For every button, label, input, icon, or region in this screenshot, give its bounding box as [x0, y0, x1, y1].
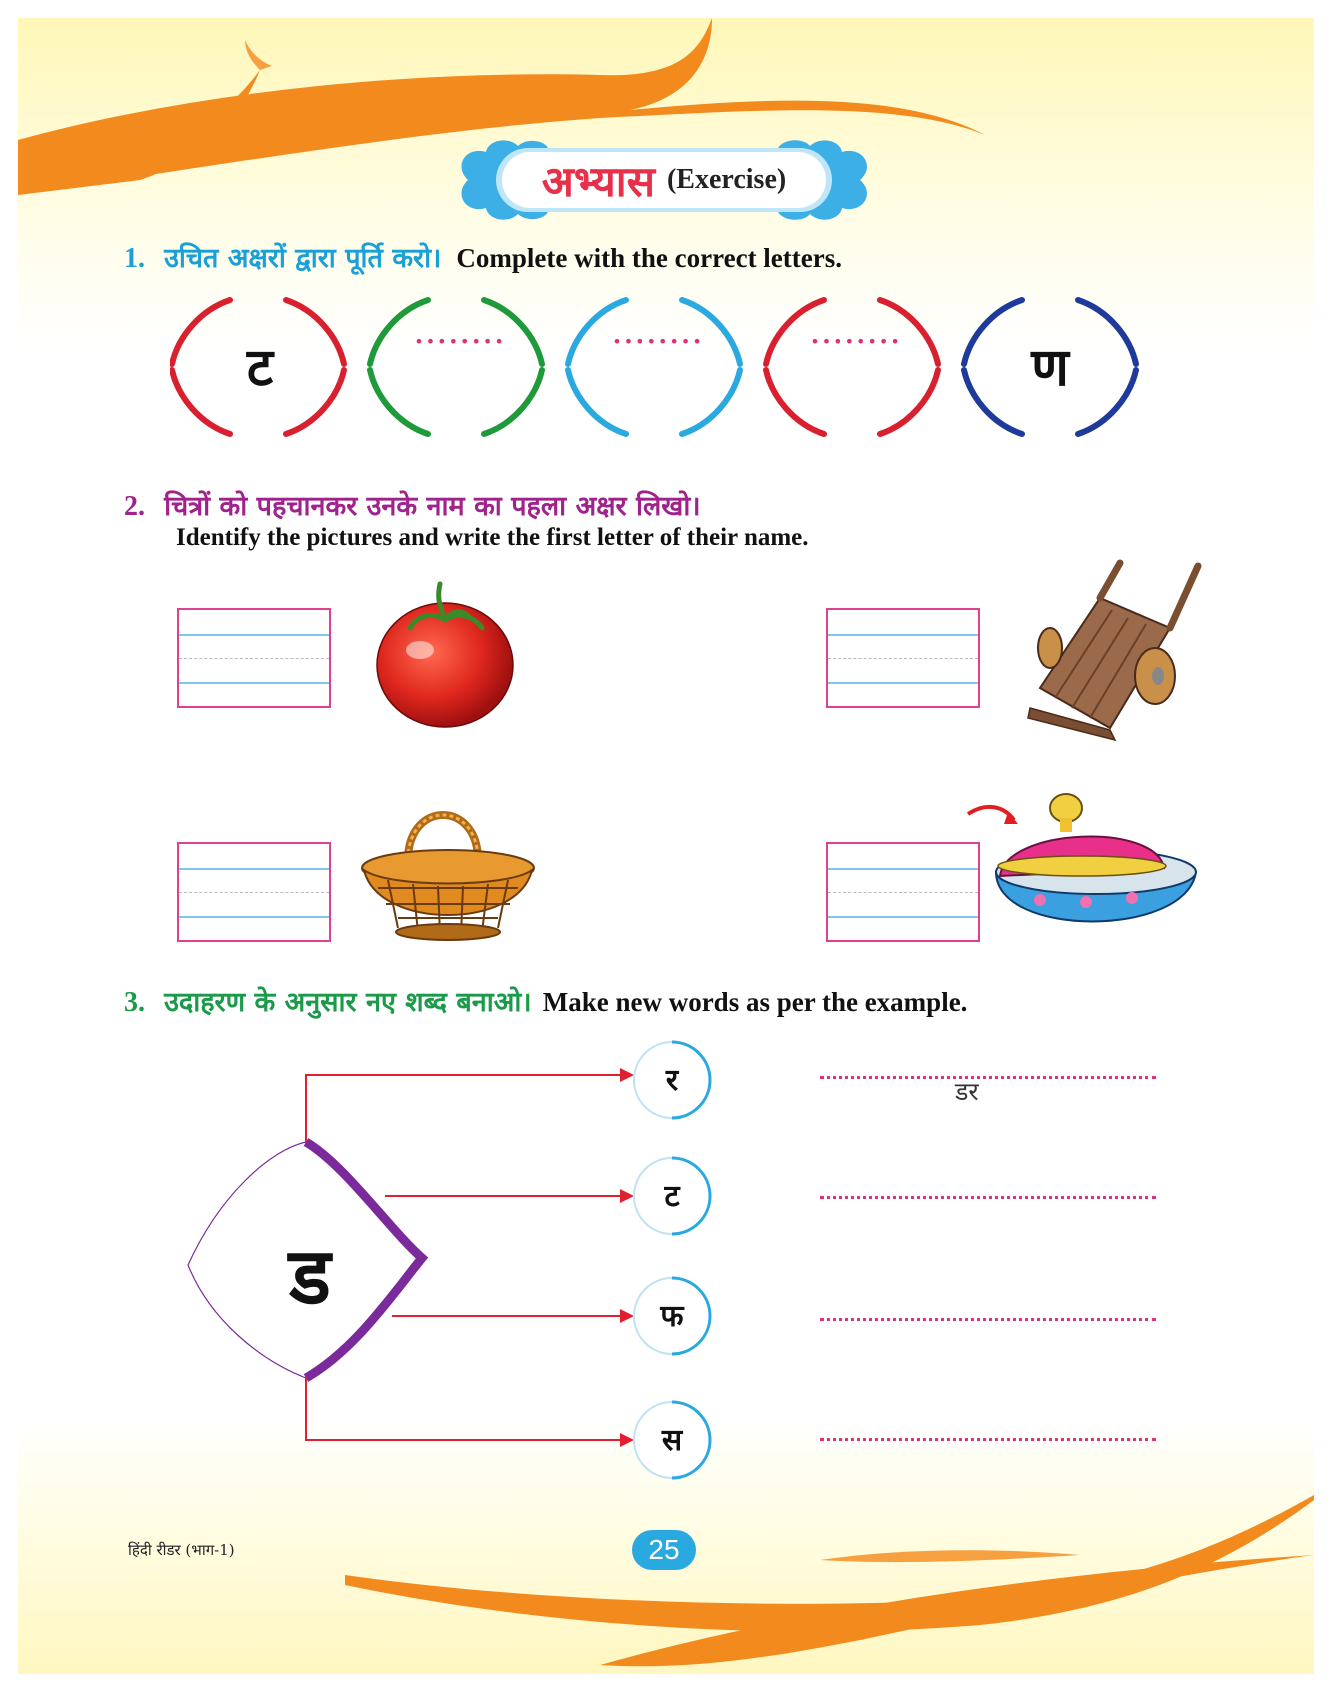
letter-circle: [632, 1156, 712, 1236]
letter-frame: [370, 300, 542, 434]
tomato-image: [370, 580, 520, 730]
circle-letter: फ: [660, 1299, 684, 1334]
question-2-heading: [124, 486, 701, 523]
basket-image: [358, 800, 538, 948]
sequence-letter-first: ट: [246, 338, 274, 398]
letter-circle: [632, 1400, 712, 1480]
question-number: 3.: [124, 987, 145, 1018]
answer-box-pot[interactable]: [826, 842, 980, 942]
title-hindi: अभ्यास: [541, 156, 655, 206]
answer-box-tomato[interactable]: [177, 608, 331, 708]
blank-dots[interactable]: ••••••••: [810, 332, 902, 351]
question-english: Complete with the correct letters.: [456, 243, 843, 273]
root-letter: ड: [289, 1232, 331, 1322]
answer-line[interactable]: [820, 1318, 1156, 1321]
blank-dots[interactable]: ••••••••: [612, 332, 704, 351]
answer-box-basket[interactable]: [177, 842, 331, 942]
letter-frame: [766, 300, 938, 434]
question-3-heading: [124, 982, 967, 1019]
answer-line[interactable]: [820, 1196, 1156, 1199]
title-text: [448, 138, 880, 222]
book-name: हिंदी रीडर (भाग-1): [128, 1541, 235, 1559]
answer-line[interactable]: [820, 1076, 1156, 1079]
page-number-badge: [632, 1530, 696, 1570]
page-number: 25: [648, 1534, 680, 1565]
answer-box-cart[interactable]: [826, 608, 980, 708]
answer-line[interactable]: [820, 1438, 1156, 1441]
question-english: Make new words as per the example.: [542, 987, 968, 1017]
letter-sequence: [170, 292, 1150, 442]
letter-circle: [632, 1040, 712, 1120]
question-english: Identify the pictures and write the first letter of their name.: [176, 524, 809, 551]
title-banner: [448, 138, 880, 222]
question-hindi: उदाहरण के अनुसार नए शब्द बनाओ।: [164, 987, 532, 1018]
question-hindi: चित्रों को पहचानकर उनके नाम का पहला अक्षर लिखो।: [164, 491, 701, 522]
question-number: 1.: [124, 243, 145, 274]
title-english: (Exercise): [666, 164, 787, 195]
blank-dots[interactable]: ••••••••: [414, 332, 506, 351]
cart-image: [1000, 558, 1210, 748]
question-number: 2.: [124, 491, 145, 522]
circle-letter: ट: [664, 1179, 680, 1214]
question-hindi: उचित अक्षरों द्वारा पूर्ति करो।: [164, 243, 442, 274]
sequence-letter-last: ण: [1031, 338, 1069, 398]
example-answer: डर: [955, 1077, 979, 1106]
letter-circle: [632, 1276, 712, 1356]
pot-image: [966, 788, 1202, 948]
letter-frame: [568, 300, 740, 434]
question-1-heading: [124, 238, 842, 275]
circle-letter: र: [665, 1063, 679, 1098]
circle-letter: स: [661, 1423, 683, 1458]
